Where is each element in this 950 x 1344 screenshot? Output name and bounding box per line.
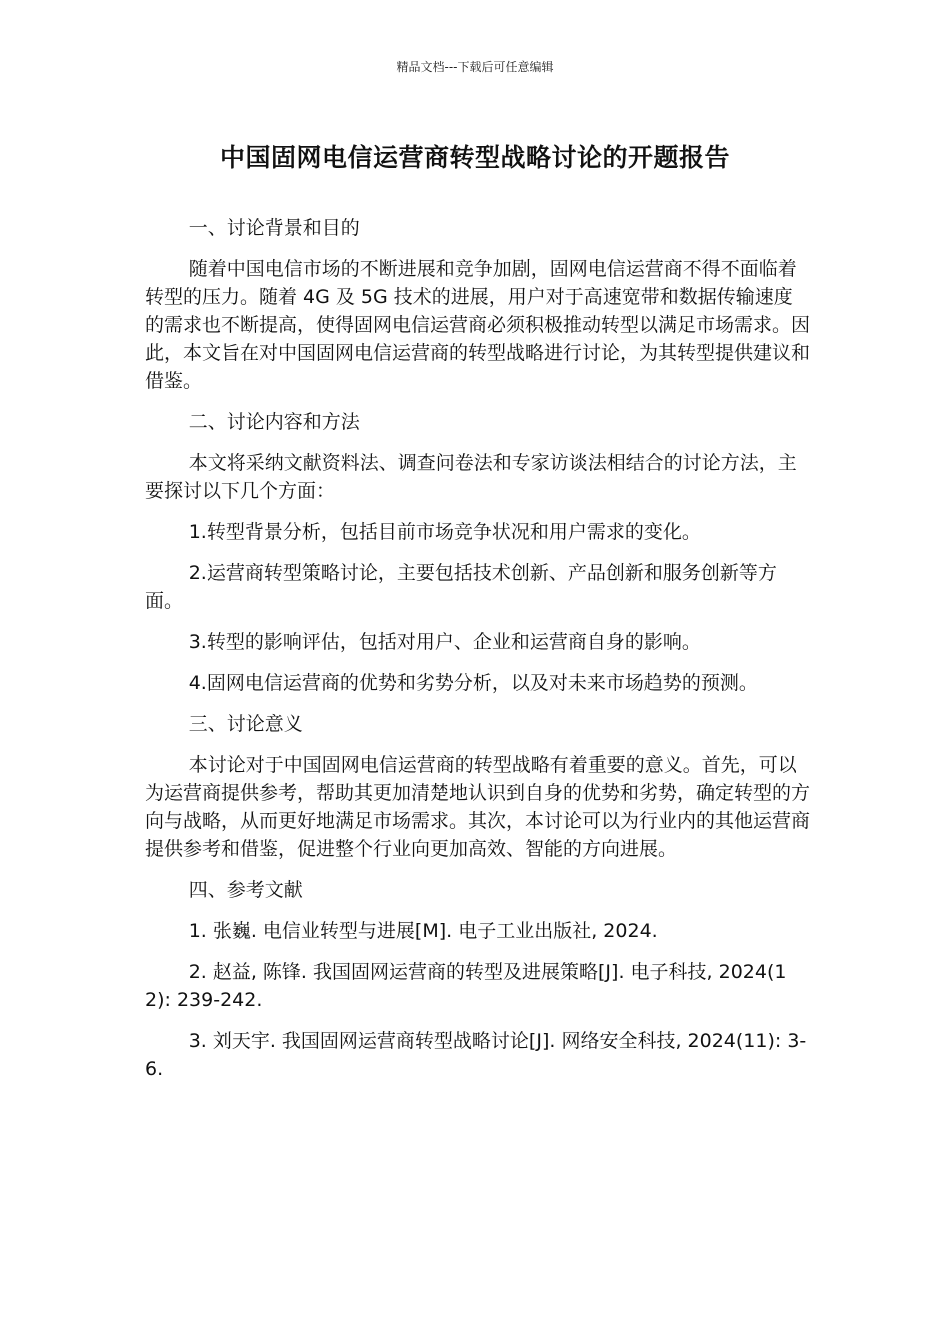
document-body: [145, 214, 810, 1096]
page-header-note: 精品文档---下载后可任意编辑: [396, 60, 554, 74]
reference-item: 3. 刘天宇. 我国固网运营商转型战略讨论[J]. 网络安全科技, 2024(11): 3-6.: [145, 1030, 807, 1080]
paragraph-background: 随着中国电信市场的不断进展和竞争加剧，固网电信运营商不得不面临着转型的压力。随着 4G 及 5G 技术的进展，用户对于高速宽带和数据传输速度的需求也不断提高，使得固网电信运营商必须积极推动转型以满足市场需求。因此，本文旨在对中国固网电信运营商的转型战略进行讨论，为其转型提供建议和借鉴。: [145, 258, 811, 392]
section-heading-significance: 三、讨论意义: [188, 713, 303, 735]
list-item: 3.转型的影响评估，包括对用户、企业和运营商自身的影响。: [188, 631, 701, 653]
paragraph-methods-intro: 本文将采纳文献资料法、调查问卷法和专家访谈法相结合的讨论方法，主要探讨以下几个方面：: [145, 452, 797, 502]
list-item: 4.固网电信运营商的优势和劣势分析，以及对未来市场趋势的预测。: [188, 672, 758, 694]
reference-item: 1. 张巍. 电信业转型与进展[M]. 电子工业出版社, 2024.: [188, 920, 658, 942]
document-title: 中国固网电信运营商转型战略讨论的开题报告: [219, 143, 730, 172]
section-heading-content-methods: 二、讨论内容和方法: [188, 411, 360, 433]
section-heading-background: 一、讨论背景和目的: [188, 217, 360, 239]
paragraph-significance: 本讨论对于中国固网电信运营商的转型战略有着重要的意义。首先，可以为运营商提供参考，帮助其更加清楚地认识到自身的优势和劣势，确定转型的方向与战略，从而更好地满足市场需求。其次，本讨论可以为行业内的其他运营商提供参考和借鉴，促进整个行业向更加高效、智能的方向进展。: [145, 754, 811, 860]
list-item: 2.运营商转型策略讨论，主要包括技术创新、产品创新和服务创新等方面。: [145, 562, 777, 612]
section-heading-references: 四、参考文献: [188, 879, 303, 901]
reference-item: 2. 赵益, 陈锋. 我国固网运营商的转型及进展策略[J]. 电子科技, 2024(12): 239-242.: [145, 961, 787, 1011]
list-item: 1.转型背景分析，包括目前市场竞争状况和用户需求的变化。: [188, 521, 701, 543]
